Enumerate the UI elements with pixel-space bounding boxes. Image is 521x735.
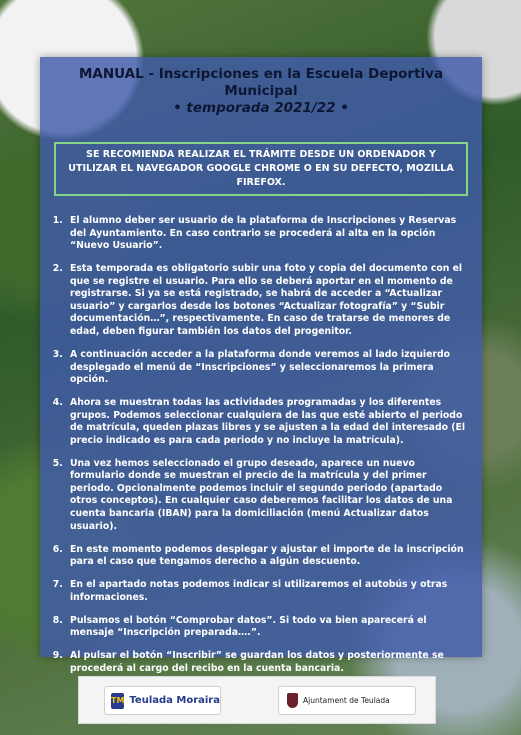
steps-list <box>40 215 482 675</box>
step-item: 5. Una vez hemos seleccionado el grupo deseado, aparece un nuevo formulario donde se muestran el precio de la matrícula y del primer periodo. Opcionalmente podemos incluir el segundo periodo (apartado otros conceptos). En cualquier caso deberemos facilitar los datos de una cuenta bancaria (IBAN) para la domiciliación (menú Actualizar datos usuario). <box>66 458 470 534</box>
page-title: MANUAL - Inscripciones en la Escuela Deportiva Municipal <box>78 66 444 99</box>
season-subtitle: • temporada 2021/22 • <box>173 100 349 116</box>
step-item: 4. Ahora se muestran todas las actividades programadas y los diferentes grupos. Podemos seleccionar cualquiera de las que esté abierto el periodo de matrícula, queden plazas libres y se ajusten a la edad del interesado (El precio indicado es para cada periodo y no incluye la matrícula). <box>66 397 470 447</box>
ajuntament-logo-text: Ajuntament de Teulada <box>303 696 390 705</box>
step-item: 8. Pulsamos el botón “Comprobar datos”. Si todo va bien aparecerá el mensaje “Inscripción preparada….”. <box>66 615 470 640</box>
teulada-moraira-logo <box>104 686 221 715</box>
teulada-moraira-logo-text: Teulada Moraira <box>129 695 220 706</box>
coat-of-arms-icon <box>287 693 298 708</box>
ajuntament-logo <box>278 686 416 715</box>
manual-panel <box>40 57 482 674</box>
step-item: 1. El alumno deber ser usuario de la plataforma de Inscripciones y Reservas del Ayuntamiento. En caso contrario se procederá al alta en la opción “Nuevo Usuario”. <box>66 215 470 253</box>
step-item: 6. En este momento podemos desplegar y ajustar el importe de la inscripción para el caso que tengamos derecho a algún descuento. <box>66 544 470 569</box>
step-item: 2. Esta temporada es obligatorio subir una foto y copia del documento con el que se registre el usuario. Para ello se deberá aportar en el momento de registrarse. Si ya se está registrado, se habrá de acceder a “Actualizar usuario” y cargarlos desde los botones “Actualizar fotografía” y “Subir documentación…”, respectivamente. En caso de tratarse de menores de edad, deben figurar también los datos del progenitor. <box>66 263 470 339</box>
step-item: 9. Al pulsar el botón “Inscribir” se guardan los datos y posteriormente se procederá al cargo del recibo en la cuenta bancaria. <box>66 650 470 675</box>
tm-logo-icon: TM <box>111 693 124 709</box>
step-item: 7. En el apartado notas podemos indicar si utilizaremos el autobús y otras informaciones. <box>66 579 470 604</box>
recommendation-box: SE RECOMIENDA REALIZAR EL TRÁMITE DESDE UN ORDENADOR Y UTILIZAR EL NAVEGADOR GOOGLE CHROME O EN SU DEFECTO, MOZILLA FIREFOX. <box>54 142 468 196</box>
footer-logos <box>78 676 436 724</box>
step-item: 3. A continuación acceder a la plataforma donde veremos al lado izquierdo desplegado el menú de “Inscripciones” y seleccionaremos la primera opción. <box>66 349 470 387</box>
